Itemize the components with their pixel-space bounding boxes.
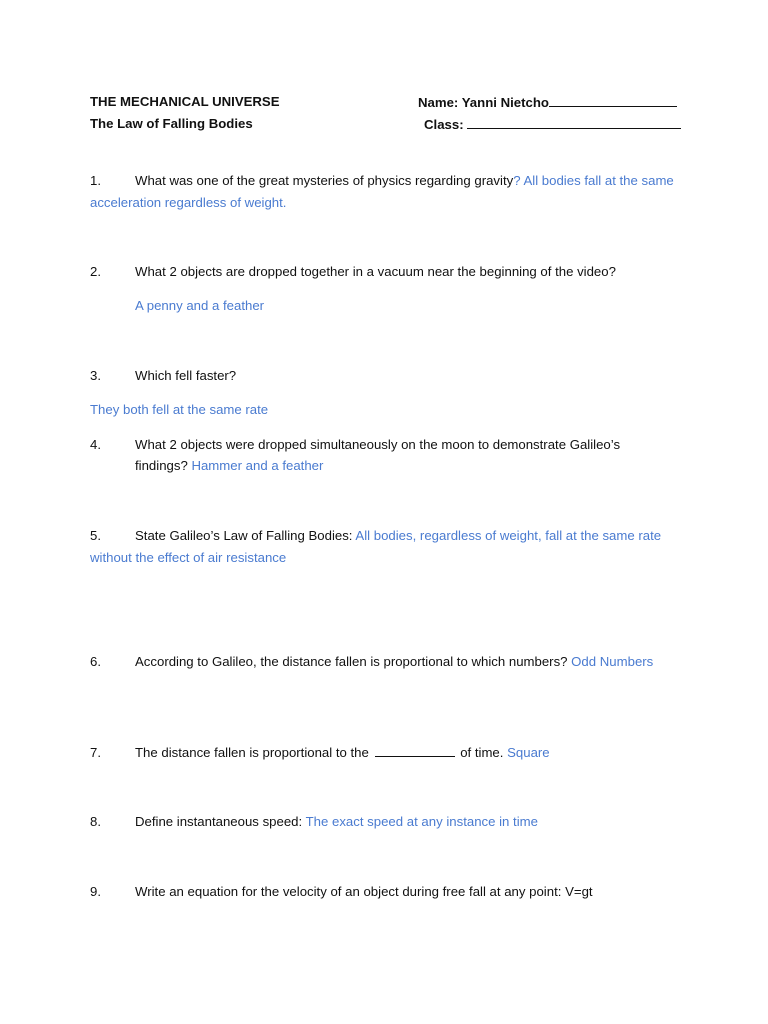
question-3 bbox=[90, 365, 680, 387]
question-1 bbox=[90, 170, 680, 213]
answer-text: ? All bodies fall at the same acceleration regardless of weight. bbox=[90, 173, 674, 210]
question-text-after: of time. bbox=[456, 745, 508, 760]
fill-in-blank bbox=[375, 744, 455, 757]
name-field bbox=[418, 94, 677, 111]
class-label: Class: bbox=[424, 117, 464, 132]
worksheet-subtitle: The Law of Falling Bodies bbox=[90, 116, 253, 131]
question-8 bbox=[90, 811, 680, 833]
question-text: The distance fallen is proportional to the bbox=[135, 745, 373, 760]
question-7 bbox=[90, 742, 680, 764]
question-2 bbox=[90, 261, 680, 283]
question-6 bbox=[90, 651, 680, 673]
question-5 bbox=[90, 525, 680, 568]
answer-text: Hammer and a feather bbox=[191, 458, 324, 473]
question-number: 4. bbox=[90, 437, 101, 452]
answer-text: The exact speed at any instance in time bbox=[305, 814, 538, 829]
question-number: 9. bbox=[90, 884, 101, 899]
name-underline bbox=[549, 94, 677, 107]
question-text: findings? bbox=[135, 458, 192, 473]
question-text: State Galileo’s Law of Falling Bodies: bbox=[135, 528, 356, 543]
question-text: What 2 objects are dropped together in a vacuum near the beginning of the video? bbox=[135, 264, 616, 279]
question-number: 2. bbox=[90, 264, 101, 279]
question-number: 8. bbox=[90, 814, 101, 829]
question-text: Define instantaneous speed: bbox=[135, 814, 306, 829]
question-number: 5. bbox=[90, 528, 101, 543]
question-number: 1. bbox=[90, 173, 101, 188]
class-field bbox=[424, 116, 681, 133]
name-label: Name: Yanni Nietcho bbox=[418, 95, 549, 110]
worksheet-title: THE MECHANICAL UNIVERSE bbox=[90, 94, 280, 109]
question-4 bbox=[90, 434, 680, 456]
answer-2: A penny and a feather bbox=[135, 298, 265, 313]
question-text: Write an equation for the velocity of an object during free fall at any point: V=gt bbox=[135, 884, 593, 899]
class-underline bbox=[467, 116, 681, 129]
question-9 bbox=[90, 881, 680, 903]
question-number: 3. bbox=[90, 368, 101, 383]
question-text: According to Galileo, the distance fallen is proportional to which numbers? bbox=[135, 654, 572, 669]
answer-text: Odd Numbers bbox=[571, 654, 654, 669]
question-4-continued bbox=[90, 455, 725, 477]
answer-text: All bodies, regardless of weight, fall at the same rate without the effect of air resistance bbox=[90, 528, 662, 565]
answer-text: Square bbox=[507, 745, 550, 760]
question-text: What was one of the great mysteries of physics regarding gravity bbox=[135, 173, 514, 188]
question-number: 7. bbox=[90, 745, 101, 760]
question-text: Which fell faster? bbox=[135, 368, 237, 383]
question-text: What 2 objects were dropped simultaneously on the moon to demonstrate Galileo’s bbox=[135, 437, 621, 452]
question-number: 6. bbox=[90, 654, 101, 669]
answer-3: They both fell at the same rate bbox=[90, 402, 269, 417]
